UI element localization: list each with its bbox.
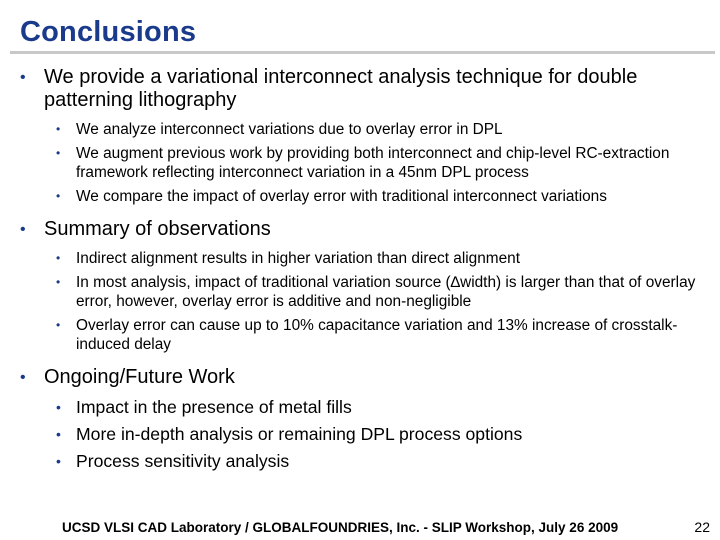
list-item bbox=[14, 397, 704, 418]
list-item-text: Overlay error can cause up to 10% capacitance variation and 13% increase of crosstalk-induced delay bbox=[76, 317, 678, 353]
list-item-text: We augment previous work by providing both interconnect and chip-level RC-extraction framework reflecting interconnect variation in a 45nm DPL process bbox=[76, 145, 670, 181]
bullet-icon: • bbox=[56, 122, 61, 136]
bullet-icon: • bbox=[20, 369, 26, 386]
section-heading bbox=[14, 66, 704, 112]
bullet-icon: • bbox=[20, 69, 26, 86]
list-item bbox=[14, 187, 704, 206]
section-heading-text: Ongoing/Future Work bbox=[44, 366, 235, 388]
bullet-icon: • bbox=[56, 189, 61, 203]
list-item bbox=[14, 424, 704, 445]
section-heading bbox=[14, 366, 704, 389]
bullet-icon: • bbox=[56, 426, 61, 442]
section-summary bbox=[14, 218, 704, 354]
slide-content bbox=[14, 66, 704, 484]
list-item bbox=[14, 144, 704, 182]
list-item-text: More in-depth analysis or remaining DPL process options bbox=[76, 424, 523, 444]
title-divider bbox=[10, 51, 715, 54]
slide-footer: UCSD VLSI CAD Laboratory / GLOBALFOUNDRIES, Inc. - SLIP Workshop, July 26 2009 bbox=[62, 520, 619, 535]
list-item bbox=[14, 316, 704, 354]
list-item bbox=[14, 273, 704, 311]
section-heading-text: Summary of observations bbox=[44, 218, 271, 240]
slide-title: Conclusions bbox=[20, 16, 197, 48]
bullet-icon: • bbox=[56, 275, 61, 289]
section-heading bbox=[14, 218, 704, 241]
list-item bbox=[14, 249, 704, 268]
list-item-text: We compare the impact of overlay error with traditional interconnect variations bbox=[76, 188, 607, 205]
bullet-icon: • bbox=[56, 251, 61, 265]
bullet-icon: • bbox=[56, 453, 61, 469]
bullet-icon: • bbox=[20, 221, 26, 238]
bullet-icon: • bbox=[56, 318, 61, 332]
bullet-icon: • bbox=[56, 146, 61, 160]
list-item-text: Process sensitivity analysis bbox=[76, 451, 290, 471]
list-item bbox=[14, 451, 704, 472]
section-variational-analysis bbox=[14, 66, 704, 206]
list-item-text: Indirect alignment results in higher variation than direct alignment bbox=[76, 250, 520, 267]
list-item-text: We analyze interconnect variations due to overlay error in DPL bbox=[76, 121, 503, 138]
section-heading-text: We provide a variational interconnect analysis technique for double patterning lithography bbox=[44, 66, 638, 111]
section-future-work bbox=[14, 366, 704, 472]
page-number: 22 bbox=[694, 519, 710, 535]
list-item bbox=[14, 120, 704, 139]
list-item-text: In most analysis, impact of traditional variation source (∆width) is larger than that of overlay error, however, overlay error is additive and non-negligible bbox=[76, 274, 696, 310]
list-item-text: Impact in the presence of metal fills bbox=[76, 397, 352, 417]
bullet-icon: • bbox=[56, 399, 61, 415]
